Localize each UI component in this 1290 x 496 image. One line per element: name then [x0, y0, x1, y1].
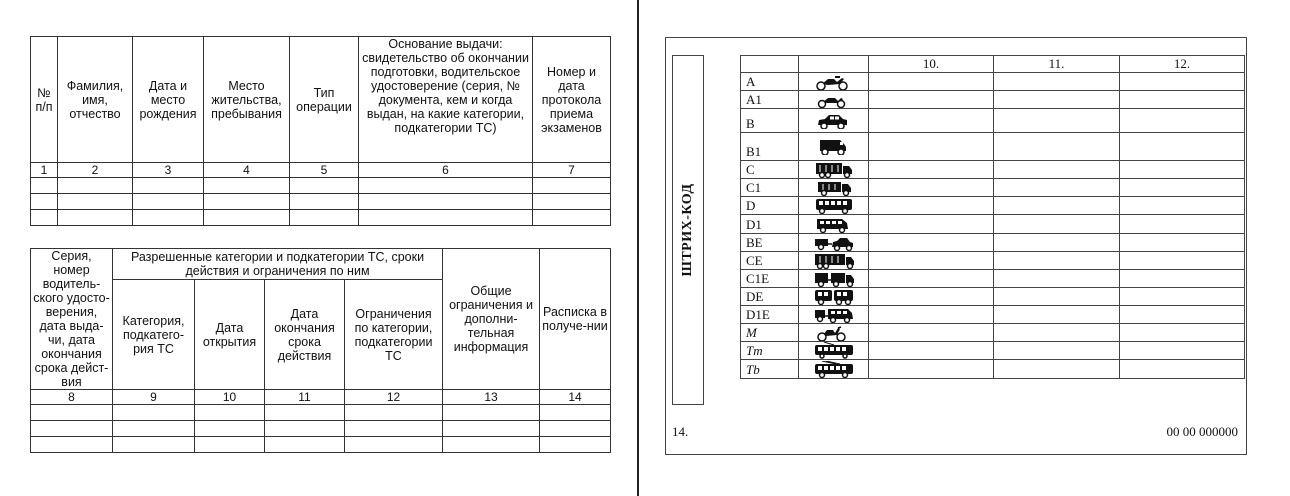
category-value-cell [869, 324, 994, 342]
category-row [741, 252, 1245, 270]
category-code: C1E [741, 270, 799, 288]
category-value-cell [1120, 324, 1245, 342]
column-header-12: 12. [1120, 56, 1245, 73]
category-value-cell [1120, 91, 1245, 109]
category-value-cell [994, 179, 1120, 197]
category-code: A [741, 73, 799, 91]
category-code: BE [741, 234, 799, 252]
minibus-with-trailer-icon [814, 306, 854, 323]
table-row [31, 405, 611, 421]
column-header-10: 10. [869, 56, 994, 73]
category-value-cell [869, 133, 994, 161]
category-value-cell [994, 234, 1120, 252]
category-value-cell [869, 109, 994, 133]
category-icon-cell [799, 91, 869, 109]
table-row [31, 194, 611, 210]
column-number: 14 [540, 390, 611, 405]
category-value-cell [994, 360, 1120, 379]
header-empty [741, 56, 799, 73]
category-code: Tb [741, 360, 799, 379]
minibus-icon [814, 216, 854, 233]
register-table-bottom [30, 248, 611, 453]
category-code: C [741, 161, 799, 179]
category-icon-cell [799, 342, 869, 360]
category-value-cell [994, 288, 1120, 306]
category-value-cell [1120, 270, 1245, 288]
category-icon-cell [799, 133, 869, 161]
category-code: Tm [741, 342, 799, 360]
header-receipt: Расписка в получе-нии [540, 249, 611, 390]
column-number: 5 [290, 163, 359, 178]
column-number: 1 [31, 163, 58, 178]
header-issue-basis: Основание выдачи: свидетельство об окончании подготовки, водительское удостоверение (серия, № документа, кем и когда выдан, на какие категории, подкатегории ТС) [359, 37, 533, 163]
category-value-cell [869, 306, 994, 324]
category-row [741, 342, 1245, 360]
category-value-cell [994, 270, 1120, 288]
category-icon-cell [799, 324, 869, 342]
category-code: D1E [741, 306, 799, 324]
trolleybus-icon [814, 361, 854, 378]
column-number: 13 [443, 390, 540, 405]
category-row [741, 360, 1245, 379]
category-row [741, 288, 1245, 306]
category-value-cell [1120, 215, 1245, 234]
category-icon-cell [799, 360, 869, 379]
register-table-top [30, 36, 611, 226]
category-code: D1 [741, 215, 799, 234]
car-icon [814, 112, 854, 129]
category-icon-cell [799, 215, 869, 234]
category-value-cell [869, 161, 994, 179]
category-value-cell [869, 73, 994, 91]
column-number: 2 [58, 163, 133, 178]
category-code: D [741, 197, 799, 215]
column-number: 8 [31, 390, 113, 405]
table-row [31, 437, 611, 453]
column-number: 3 [133, 163, 204, 178]
header-permitted-categories: Разрешенные категории и подкатегории ТС, сроки действия и ограничения по ним [113, 249, 443, 280]
category-value-cell [994, 215, 1120, 234]
table-row [31, 178, 611, 194]
medium-truck-with-trailer-icon [814, 270, 854, 287]
category-value-cell [994, 91, 1120, 109]
category-value-cell [1120, 161, 1245, 179]
category-icon-cell [799, 288, 869, 306]
category-icon-cell [799, 306, 869, 324]
moped-icon [814, 324, 854, 341]
category-row [741, 215, 1245, 234]
header-operation-type: Тип операции [290, 37, 359, 163]
header-general-restrictions: Общие ограничения и дополни-тельная информация [443, 249, 540, 390]
category-code: B1 [741, 133, 799, 161]
header-full-name: Фамилия, имя, отчество [58, 37, 133, 163]
category-value-cell [869, 288, 994, 306]
category-code: CE [741, 252, 799, 270]
category-row [741, 234, 1245, 252]
header-empty [799, 56, 869, 73]
category-value-cell [1120, 133, 1245, 161]
category-icon-cell [799, 234, 869, 252]
category-row [741, 306, 1245, 324]
category-value-cell [1120, 179, 1245, 197]
category-value-cell [1120, 288, 1245, 306]
category-value-cell [869, 270, 994, 288]
category-code: B [741, 109, 799, 133]
field-14-label: 14. [672, 424, 689, 439]
table-row [31, 210, 611, 226]
motorcycle-icon [814, 73, 854, 90]
category-value-cell [994, 306, 1120, 324]
category-value-cell [869, 91, 994, 109]
column-number: 12 [345, 390, 443, 405]
category-icon-cell [799, 252, 869, 270]
category-value-cell [869, 234, 994, 252]
category-row [741, 197, 1245, 215]
category-icon-cell [799, 73, 869, 91]
header-residence: Место жительства, пребывания [204, 37, 290, 163]
category-value-cell [869, 179, 994, 197]
category-value-cell [1120, 109, 1245, 133]
header-birth: Дата и место рождения [133, 37, 204, 163]
category-value-cell [1120, 342, 1245, 360]
category-value-cell [994, 197, 1120, 215]
category-code: A1 [741, 91, 799, 109]
header-expiry-date: Дата окончания срока действия [265, 280, 345, 390]
category-icon-cell [799, 179, 869, 197]
category-value-cell [869, 215, 994, 234]
category-value-cell [1120, 234, 1245, 252]
category-value-cell [994, 252, 1120, 270]
category-value-cell [869, 342, 994, 360]
column-number: 10 [195, 390, 265, 405]
table-row [31, 421, 611, 437]
category-row [741, 324, 1245, 342]
column-number: 9 [113, 390, 195, 405]
category-value-cell [1120, 73, 1245, 91]
category-row [741, 91, 1245, 109]
category-code: DE [741, 288, 799, 306]
header-category: Категория, подкатего-рия ТС [113, 280, 195, 390]
header-number: № п/п [31, 37, 58, 163]
category-value-cell [994, 161, 1120, 179]
light-motorcycle-icon [814, 91, 854, 108]
header-open-date: Дата открытия [195, 280, 265, 390]
medium-truck-icon [814, 179, 854, 196]
category-icon-cell [799, 270, 869, 288]
category-value-cell [1120, 197, 1245, 215]
category-value-cell [1120, 252, 1245, 270]
bus-icon [814, 197, 854, 214]
column-number: 7 [533, 163, 611, 178]
category-code: M [741, 324, 799, 342]
category-value-cell [994, 109, 1120, 133]
category-value-cell [994, 73, 1120, 91]
category-value-cell [869, 360, 994, 379]
page-divider [637, 0, 639, 496]
category-icon-cell [799, 109, 869, 133]
barcode-label: ШТРИХ-КОД [680, 183, 695, 277]
category-value-cell [1120, 360, 1245, 379]
articulated-bus-icon [814, 288, 854, 305]
category-value-cell [869, 197, 994, 215]
category-row [741, 73, 1245, 91]
header-category-restrictions: Ограничения по категории, подкатегории ТС [345, 280, 443, 390]
column-number: 6 [359, 163, 533, 178]
serial-number: 00 00 000000 [1166, 424, 1238, 439]
column-number: 4 [204, 163, 290, 178]
header-exam-protocol: Номер и дата протокола приема экзаменов [533, 37, 611, 163]
header-license-info: Серия, номер водитель-ского удосто-верения, дата выда-чи, дата окончания срока дейст-вия [31, 249, 113, 390]
tram-icon [814, 342, 854, 359]
category-icon-cell [799, 197, 869, 215]
truck-icon [814, 161, 854, 178]
car-with-trailer-icon [814, 234, 854, 251]
category-row [741, 161, 1245, 179]
category-code: C1 [741, 179, 799, 197]
truck-with-trailer-icon [814, 252, 854, 269]
category-value-cell [994, 342, 1120, 360]
category-value-cell [994, 324, 1120, 342]
category-icon-cell [799, 161, 869, 179]
category-row [741, 109, 1245, 133]
category-value-cell [869, 252, 994, 270]
category-row [741, 270, 1245, 288]
column-number: 11 [265, 390, 345, 405]
category-row [741, 133, 1245, 161]
column-header-11: 11. [994, 56, 1120, 73]
quadricycle-icon [814, 138, 854, 155]
category-value-cell [1120, 306, 1245, 324]
category-row [741, 179, 1245, 197]
category-table [740, 55, 1245, 379]
category-value-cell [994, 133, 1120, 161]
